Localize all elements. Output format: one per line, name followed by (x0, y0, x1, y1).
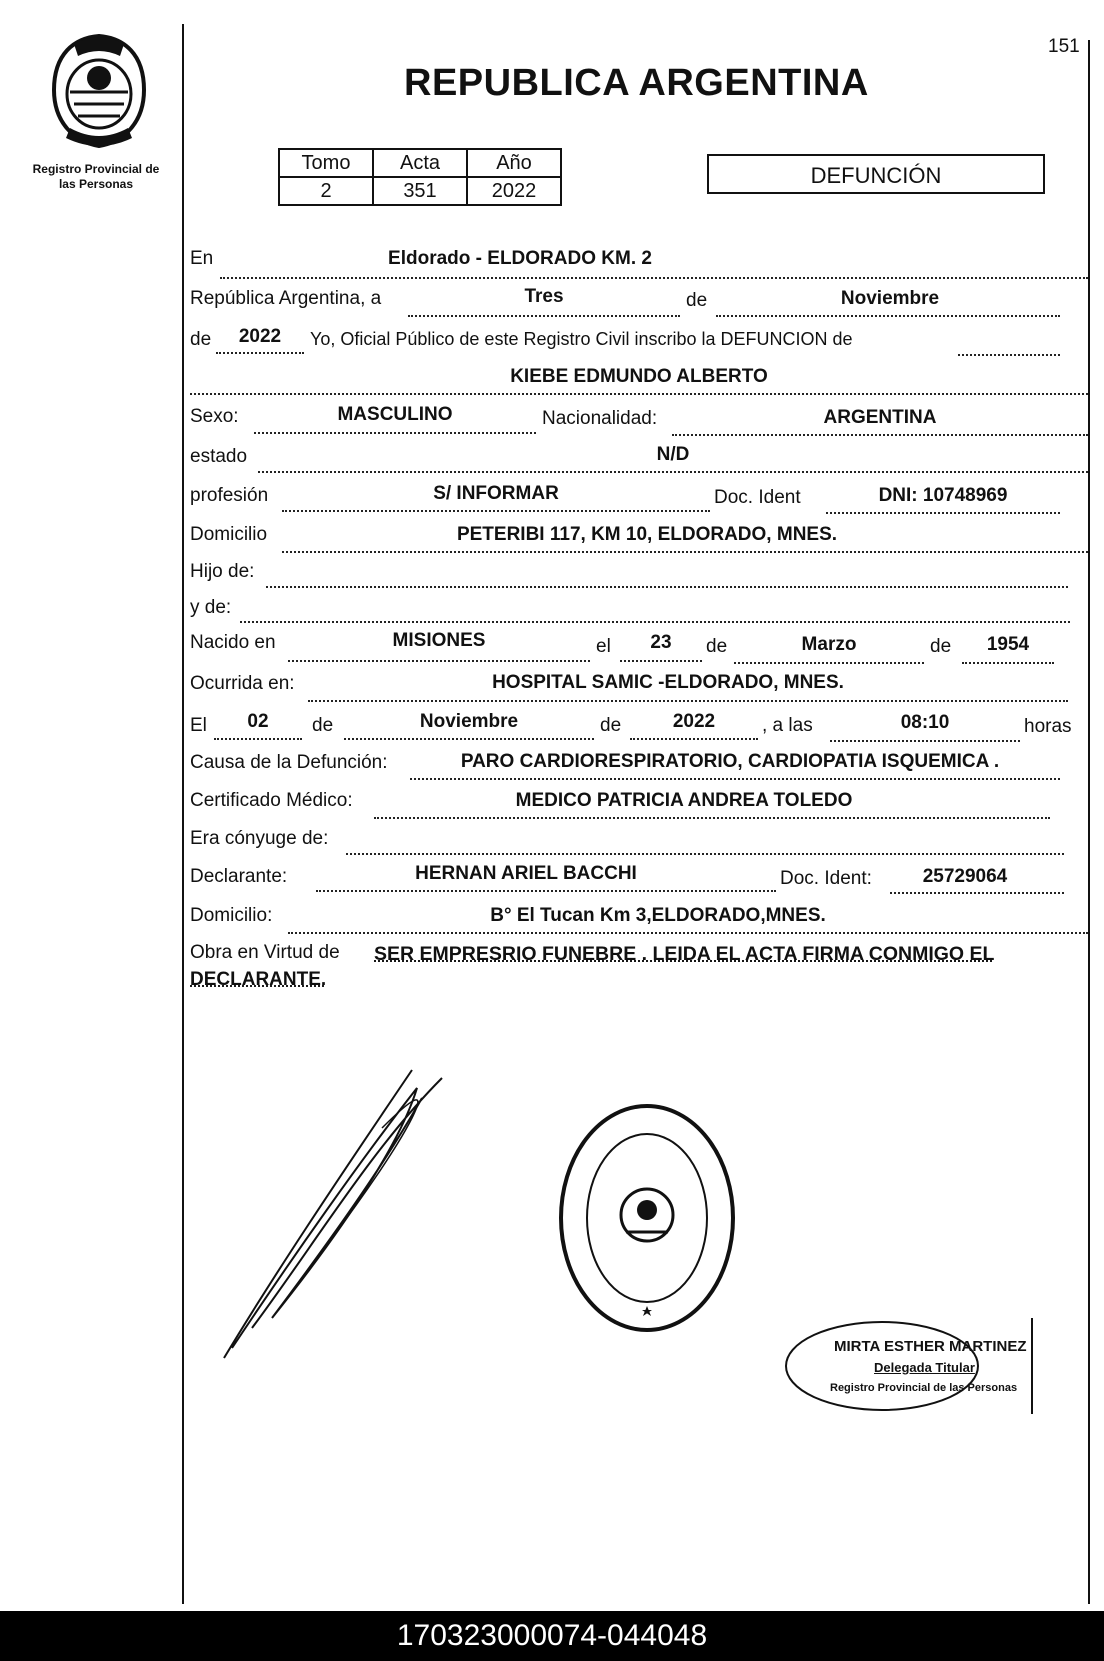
birth-day: 23 (650, 632, 672, 653)
conyuge-label: Era cónyuge de: (190, 828, 329, 849)
estado-value: N/D (656, 444, 690, 465)
death-time-line (830, 740, 1020, 742)
birth-year: 1954 (986, 634, 1030, 655)
certificado-value: MEDICO PATRICIA ANDREA TOLEDO (515, 790, 853, 811)
domicilio-value: PETERIBI 117, KM 10, ELDORADO, MNES. (456, 524, 838, 545)
estado-label: estado (190, 446, 248, 467)
registry-line1: Registro Provincial de (32, 162, 160, 176)
sexo-line (254, 432, 536, 434)
horas-label: horas (1024, 716, 1072, 737)
header-acta: Acta (373, 149, 467, 177)
en-value: Eldorado - ELDORADO KM. 2 (388, 248, 652, 269)
signature-scribble (212, 1058, 462, 1373)
de3-label: de (930, 636, 952, 657)
death-month: Noviembre (419, 711, 519, 732)
doc-ident2-value: 25729064 (922, 866, 1008, 887)
de5-label: de (600, 715, 622, 736)
year-line (216, 352, 304, 354)
republica-label: República Argentina, a (190, 288, 382, 309)
document-type-box: DEFUNCIÓN (707, 154, 1045, 194)
profesion-line (282, 510, 710, 512)
nacionalidad-label: Nacionalidad: (542, 408, 658, 429)
table-row (279, 177, 561, 205)
sexo-value: MASCULINO (337, 404, 453, 425)
header-anio: Año (467, 149, 561, 177)
official-name: MIRTA ESTHER MARTINEZ (834, 1338, 1027, 1355)
declarante-line (316, 890, 776, 892)
month-value: Noviembre (840, 288, 940, 309)
page-title: REPUBLICA ARGENTINA (404, 62, 869, 104)
obra-label: Obra en Virtud de (190, 942, 340, 963)
value-tomo: 2 (279, 177, 373, 205)
deceased-name: KIEBE EDMUNDO ALBERTO (510, 366, 768, 387)
nacionalidad-line (672, 434, 1088, 436)
death-day-line (214, 738, 302, 740)
ocurrida-label: Ocurrida en: (190, 673, 295, 694)
death-year-line (630, 738, 758, 740)
hijo-line (266, 586, 1068, 588)
birth-month: Marzo (801, 634, 857, 655)
en-line (220, 277, 1088, 279)
domicilio-label: Domicilio (190, 524, 268, 545)
death-day: 02 (247, 711, 269, 732)
value-acta: 351 (373, 177, 467, 205)
obra-value-line2: DECLARANTE. (190, 969, 327, 990)
doc-ident-line (826, 512, 1060, 514)
nacido-value: MISIONES (392, 630, 486, 651)
header-tomo: Tomo (279, 149, 373, 177)
nacido-line (288, 660, 590, 662)
month-line (716, 315, 1060, 317)
yde-label: y de: (190, 597, 232, 618)
nacionalidad-value: ARGENTINA (823, 407, 937, 428)
de2-label: de (706, 636, 728, 657)
domicilio2-line (288, 932, 1088, 934)
certificado-line (374, 817, 1050, 819)
registry-line2: las Personas (58, 177, 134, 191)
tomo-acta-anio-table (278, 148, 562, 206)
ocurrida-line (308, 700, 1068, 702)
domicilio-line (282, 551, 1088, 553)
certificado-label: Certificado Médico: (190, 790, 353, 811)
official-role: Delegada Titular (874, 1360, 975, 1375)
oficial-line (958, 354, 1060, 356)
nacido-label: Nacido en (190, 632, 276, 653)
death-year: 2022 (672, 711, 716, 732)
obra-value-line1: SER EMPRESRIO FUNEBRE . LEIDA EL ACTA FIRMA CONMIGO EL (374, 943, 995, 965)
right-margin-line (1088, 40, 1090, 1604)
official-office: Registro Provincial de las Personas (830, 1382, 1018, 1394)
en-label: En (190, 248, 214, 269)
conyuge-line (346, 853, 1064, 855)
causa-line (410, 778, 1060, 780)
el2-label: El (190, 715, 207, 736)
birth-day-line (620, 660, 702, 662)
table-header-row (279, 149, 561, 177)
oficial-text: Yo, Oficial Público de este Registro Civil inscribo la DEFUNCION de (310, 329, 853, 349)
causa-value: PARO CARDIORESPIRATORIO, CARDIOPATIA ISQUEMICA . (460, 751, 1000, 772)
day-line (408, 315, 680, 317)
left-margin-line (182, 24, 184, 1604)
domicilio2-value: B° El Tucan Km 3,ELDORADO,MNES. (490, 905, 826, 926)
doc-ident-value: DNI: 10748969 (878, 485, 1008, 506)
registry-seal-icon (556, 1100, 738, 1341)
year-de-label: de (190, 329, 212, 350)
causa-label: Causa de la Defunción: (190, 752, 388, 773)
doc-ident2-label: Doc. Ident: (780, 868, 872, 889)
profesion-value: S/ INFORMAR (433, 483, 559, 504)
name-line (190, 393, 1088, 395)
el-label: el (596, 636, 611, 657)
day-value: Tres (524, 286, 564, 307)
sexo-label: Sexo: (190, 406, 239, 427)
page-number: 151 (1048, 36, 1080, 57)
doc-ident2-line (890, 892, 1064, 894)
province-emblem-icon (44, 32, 154, 150)
year-value: 2022 (238, 326, 282, 347)
birth-year-line (962, 662, 1054, 664)
value-anio: 2022 (467, 177, 561, 205)
profesion-label: profesión (190, 485, 269, 506)
de4-label: de (312, 715, 334, 736)
domicilio2-label: Domicilio: (190, 905, 273, 926)
declarante-value: HERNAN ARIEL BACCHI (415, 863, 637, 884)
alas-label: , a las (762, 715, 813, 736)
hijo-label: Hijo de: (190, 561, 255, 582)
doc-ident-label: Doc. Ident (714, 487, 801, 508)
estado-line (258, 471, 1088, 473)
death-time: 08:10 (900, 712, 950, 733)
death-month-line (344, 738, 594, 740)
yde-line (240, 621, 1070, 623)
declarante-label: Declarante: (190, 866, 288, 887)
barcode-text: 170323000074-044048 (0, 1611, 1104, 1661)
registry-name (16, 162, 176, 192)
birth-month-line (734, 662, 924, 664)
de-label: de (686, 290, 708, 311)
ocurrida-value: HOSPITAL SAMIC -ELDORADO, MNES. (492, 672, 844, 693)
